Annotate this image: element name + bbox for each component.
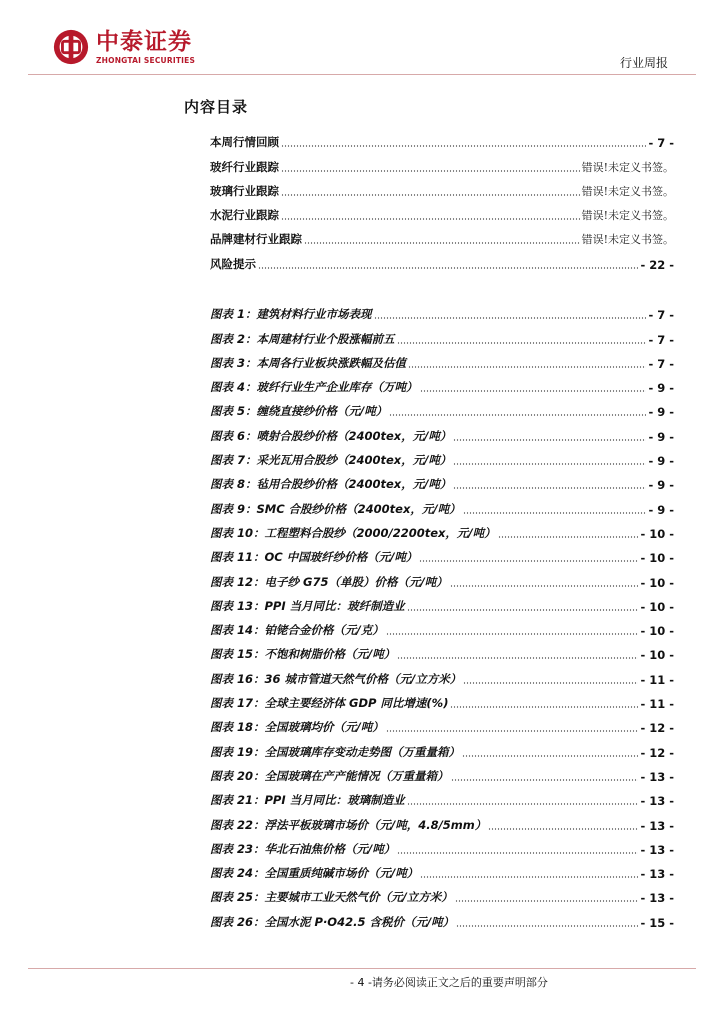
toc-entry-label: 图表 8：毡用合股纱价格（2400tex，元/吨）: [210, 477, 452, 492]
toc-entry-label: 图表 13：PPI 当月同比：玻纤制造业: [210, 598, 405, 613]
logo-chinese-name: 中泰证券: [96, 28, 192, 55]
toc-leader-dots: [450, 706, 638, 708]
toc-entry-label: 图表 24：全国重质纯碱市场价（元/吨）: [210, 866, 419, 881]
toc-figure-entry[interactable]: [210, 760, 674, 784]
toc-entry-label: 图表 20：全国玻璃在产产能情况（万重量箱）: [210, 768, 449, 783]
toc-entry-page: - 10 -: [640, 526, 674, 541]
toc-leader-dots: [456, 925, 638, 927]
toc-leader-dots: [281, 170, 580, 172]
header-divider: [28, 74, 696, 75]
toc-entry-label: 图表 19：全国玻璃库存变动走势图（万重量箱）: [210, 744, 461, 759]
toc-leader-dots: [498, 536, 639, 538]
toc-entry-page: - 10 -: [640, 575, 674, 590]
toc-leader-dots: [407, 803, 639, 805]
toc-section-entry[interactable]: [210, 126, 674, 150]
toc-figure-entry[interactable]: [210, 711, 674, 735]
toc-entry-page: 错误!未定义书签。: [581, 209, 674, 223]
toc-figure-entry[interactable]: [210, 905, 674, 929]
toc-entry-page: 错误!未定义书签。: [581, 160, 674, 174]
toc-figure-entry[interactable]: [210, 638, 674, 662]
report-type: 行业周报: [619, 56, 668, 70]
toc-leader-dots: [453, 487, 646, 489]
toc-entry-page: - 13 -: [640, 794, 674, 809]
toc-figure-entry[interactable]: [210, 857, 674, 881]
toc-figure-entry[interactable]: [210, 808, 674, 832]
toc-entry-page: - 12 -: [640, 721, 674, 736]
toc-title: 内容目录: [184, 98, 249, 116]
company-logo: [52, 28, 195, 66]
toc-entry-label: 图表 5：缠绕直接纱价格（元/吨）: [210, 404, 388, 419]
footer-divider: [28, 968, 696, 969]
toc-entry-page: - 13 -: [640, 769, 674, 784]
toc-entry-page: - 10 -: [640, 624, 674, 639]
toc-entry-label: 品牌建材行业跟踪: [210, 232, 302, 247]
toc-leader-dots: [419, 560, 638, 562]
toc-leader-dots: [462, 755, 638, 757]
toc-leader-dots: [397, 657, 638, 659]
toc-leader-dots: [453, 463, 646, 465]
toc-figure-entry[interactable]: [210, 492, 674, 516]
toc-entry-label: 图表 23：华北石油焦价格（元/吨）: [210, 841, 396, 856]
toc-entry-label: 图表 2：本周建材行业个股涨幅前五: [210, 331, 395, 346]
footer-disclaimer: - 4 -请务必阅读正文之后的重要声明部分: [350, 976, 548, 989]
toc-figure-entry[interactable]: [210, 347, 674, 371]
toc-entry-label: 玻璃行业跟踪: [210, 183, 279, 198]
toc-figure-entry[interactable]: [210, 881, 674, 905]
toc-figure-entry[interactable]: [210, 687, 674, 711]
toc-leader-dots: [450, 585, 639, 587]
toc-entry-label: 图表 3：本周各行业板块涨跌幅及估值: [210, 355, 407, 370]
toc-leader-dots: [420, 390, 647, 392]
toc-figure-entry[interactable]: [210, 590, 674, 614]
toc-leader-dots: [408, 366, 646, 368]
toc-figure-entry[interactable]: [210, 565, 674, 589]
toc-entry-page: - 13 -: [640, 818, 674, 833]
toc-entry-label: 本周行情回顾: [210, 135, 279, 150]
toc-leader-dots: [397, 852, 638, 854]
toc-section-entry[interactable]: [210, 175, 674, 199]
toc-entry-page: - 13 -: [640, 842, 674, 857]
toc-figure-entry[interactable]: [210, 614, 674, 638]
toc-entry-page: - 11 -: [640, 672, 674, 687]
toc-leader-dots: [374, 317, 647, 319]
toc-entry-label: 图表 15：不饱和树脂价格（元/吨）: [210, 647, 396, 662]
toc-leader-dots: [455, 900, 639, 902]
toc-entry-label: 图表 6：喷射合股纱价格（2400tex，元/吨）: [210, 428, 452, 443]
toc-entry-label: 图表 11：OC 中国玻纤纱价格（元/吨）: [210, 550, 418, 565]
toc-leader-dots: [386, 633, 639, 635]
toc-entry-page: - 9 -: [648, 478, 674, 493]
toc-leader-dots: [281, 218, 580, 220]
toc-leader-dots: [488, 828, 638, 830]
toc-section-entry[interactable]: [210, 199, 674, 223]
toc-section-list: [210, 126, 674, 272]
toc-figure-entry[interactable]: [210, 371, 674, 395]
toc-entry-page: - 22 -: [640, 257, 674, 272]
toc-figure-list: [210, 298, 674, 930]
toc-figure-entry[interactable]: [210, 541, 674, 565]
toc-entry-page: - 10 -: [640, 648, 674, 663]
toc-figure-entry[interactable]: [210, 517, 674, 541]
toc-entry-page: - 13 -: [640, 891, 674, 906]
toc-entry-page: - 9 -: [648, 454, 674, 469]
toc-figure-entry[interactable]: [210, 395, 674, 419]
toc-entry-label: 图表 14：铂铑合金价格（元/克）: [210, 623, 384, 638]
toc-entry-page: 错误!未定义书签。: [581, 233, 674, 247]
toc-leader-dots: [463, 512, 647, 514]
toc-entry-label: 图表 16：36 城市管道天然气价格（元/立方米）: [210, 671, 462, 686]
toc-entry-page: - 9 -: [648, 502, 674, 517]
toc-leader-dots: [451, 779, 639, 781]
toc-entry-page: - 10 -: [640, 599, 674, 614]
logo-english-name: ZHONGTAI SECURITIES: [96, 55, 196, 65]
toc-figure-entry[interactable]: [210, 662, 674, 686]
toc-leader-dots: [281, 194, 580, 196]
toc-figure-entry[interactable]: [210, 833, 674, 857]
toc-leader-dots: [397, 342, 647, 344]
toc-entry-label: 玻纤行业跟踪: [210, 159, 279, 174]
toc-leader-dots: [304, 242, 580, 244]
toc-entry-page: - 7 -: [648, 308, 674, 323]
toc-section-entry[interactable]: [210, 223, 674, 247]
toc-leader-dots: [258, 267, 638, 269]
toc-entry-label: 图表 25：主要城市工业天然气价（元/立方米）: [210, 890, 453, 905]
toc-figure-entry[interactable]: [210, 468, 674, 492]
toc-section-entry[interactable]: [210, 150, 674, 174]
toc-entry-label: 图表 9：SMC 合股纱价格（2400tex，元/吨）: [210, 501, 461, 516]
toc-entry-page: - 7 -: [648, 332, 674, 347]
toc-entry-page: - 15 -: [640, 915, 674, 930]
toc-leader-dots: [453, 439, 646, 441]
toc-entry-page: 错误!未定义书签。: [581, 184, 674, 198]
toc-figure-entry[interactable]: [210, 444, 674, 468]
toc-entry-label: 图表 18：全国玻璃均价（元/吨）: [210, 720, 384, 735]
toc-entry-page: - 12 -: [640, 745, 674, 760]
toc-entry-page: - 10 -: [640, 551, 674, 566]
toc-figure-entry[interactable]: [210, 735, 674, 759]
toc-entry-page: - 7 -: [648, 136, 674, 151]
toc-entry-label: 图表 17：全球主要经济体 GDP 同比增速(%): [210, 696, 449, 711]
toc-entry-label: 图表 4：玻纤行业生产企业库存（万吨）: [210, 380, 418, 395]
toc-entry-label: 图表 26：全国水泥 P·O42.5 含税价（元/吨）: [210, 914, 455, 929]
toc-entry-label: 图表 21：PPI 当月同比：玻璃制造业: [210, 793, 405, 808]
toc-leader-dots: [420, 876, 638, 878]
toc-leader-dots: [386, 730, 639, 732]
toc-figure-entry[interactable]: [210, 419, 674, 443]
toc-section-entry[interactable]: [210, 247, 674, 271]
toc-figure-entry[interactable]: [210, 784, 674, 808]
toc-entry-label: 图表 10：工程塑料合股纱（2000/2200tex，元/吨）: [210, 525, 496, 540]
toc-entry-page: - 9 -: [648, 405, 674, 420]
toc-entry-page: - 11 -: [640, 697, 674, 712]
toc-entry-label: 图表 22：浮法平板玻璃市场价（元/吨，4.8/5mm）: [210, 817, 487, 832]
toc-entry-page: - 9 -: [648, 429, 674, 444]
toc-entry-label: 图表 1：建筑材料行业市场表现: [210, 307, 372, 322]
toc-figure-entry[interactable]: [210, 298, 674, 322]
toc-entry-label: 水泥行业跟踪: [210, 208, 279, 223]
toc-entry-label: 图表 12：电子纱 G75（单股）价格（元/吨）: [210, 574, 448, 589]
toc-entry-page: - 13 -: [640, 867, 674, 882]
zhongtai-logo-icon: [52, 28, 90, 66]
toc-entry-label: 风险提示: [210, 256, 256, 271]
toc-entry-page: - 9 -: [648, 381, 674, 396]
toc-leader-dots: [463, 682, 638, 684]
toc-leader-dots: [281, 145, 646, 147]
toc-figure-entry[interactable]: [210, 322, 674, 346]
toc-entry-page: - 7 -: [648, 356, 674, 371]
toc-leader-dots: [389, 414, 646, 416]
toc-leader-dots: [407, 609, 639, 611]
toc-entry-label: 图表 7：采光瓦用合股纱（2400tex，元/吨）: [210, 453, 452, 468]
